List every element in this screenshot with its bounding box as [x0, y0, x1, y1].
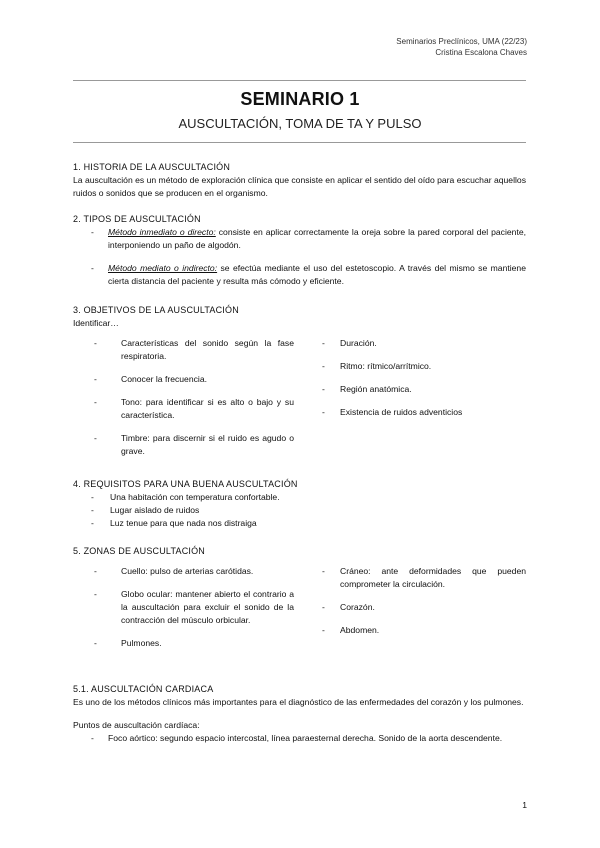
item-text: Características del sonido según la fase respiratoria. [121, 338, 294, 361]
list-item [73, 732, 526, 745]
section-history [73, 161, 526, 200]
section-types [73, 213, 526, 288]
item-text: Foco aórtico: segundo espacio intercostal, línea paraesternal derecha. Sonido de la aorta descendente. [108, 733, 503, 743]
dash-bullet: - [322, 361, 325, 371]
item-text: Ritmo: rítmico/arrítmico. [340, 361, 432, 371]
list-item [322, 360, 526, 373]
list-item [73, 491, 526, 504]
dash-bullet: - [91, 518, 94, 528]
list-item [73, 262, 526, 288]
item-text: Corazón. [340, 602, 375, 612]
section-heading: 5. ZONAS DE AUSCULTACIÓN [73, 546, 205, 556]
dash-bullet: - [91, 227, 94, 237]
page-subtitle: AUSCULTACIÓN, TOMA DE TA Y PULSO [178, 116, 422, 131]
item-text: Timbre: para discernir si el ruido es agudo o grave. [121, 433, 294, 456]
item-text: Una habitación con temperatura confortable. [110, 492, 280, 502]
item-text: Duración. [340, 338, 377, 348]
section-heading: 3. OBJETIVOS DE LA AUSCULTACIÓN [73, 305, 239, 315]
list-item [73, 504, 526, 517]
item-text: Conocer la frecuencia. [121, 374, 207, 384]
dash-bullet: - [94, 433, 97, 443]
dash-bullet: - [94, 338, 97, 348]
points-label: Puntos de auscultación cardíaca: [73, 720, 200, 730]
list-item [94, 337, 294, 363]
item-text: Pulmones. [121, 638, 162, 648]
dash-bullet: - [91, 505, 94, 515]
dash-bullet: - [322, 625, 325, 635]
list-item [94, 565, 294, 578]
zones-right-column [322, 565, 526, 637]
objectives-left-column [94, 337, 294, 458]
list-item [322, 383, 526, 396]
dash-bullet: - [94, 589, 97, 599]
section-paragraph: Es uno de los métodos clínicos más importantes para el diagnóstico de las enfermedades del corazón y los pulmones. [73, 697, 524, 707]
section-intro: Identificar… [73, 318, 119, 328]
item-text: Cuello: pulso de arterias carótidas. [121, 566, 254, 576]
dash-bullet: - [94, 638, 97, 648]
running-header [396, 36, 527, 58]
page-title: SEMINARIO 1 [240, 89, 360, 109]
page-number: 1 [522, 800, 527, 810]
item-text: Abdomen. [340, 625, 380, 635]
dash-bullet: - [322, 407, 325, 417]
dash-bullet: - [94, 397, 97, 407]
list-item [94, 637, 294, 650]
header-course: Seminarios Preclínicos, UMA (22/23) [396, 37, 527, 46]
section-heading: 2. TIPOS DE AUSCULTACIÓN [73, 214, 201, 224]
section-zones [73, 545, 526, 558]
title-divider [73, 142, 526, 143]
dash-bullet: - [322, 338, 325, 348]
section-cardiac [73, 683, 526, 745]
list-item [322, 565, 526, 591]
list-item [94, 396, 294, 422]
item-text: Región anatómica. [340, 384, 412, 394]
list-item [94, 432, 294, 458]
dash-bullet: - [322, 602, 325, 612]
list-item [94, 373, 294, 386]
item-text: Cráneo: ante deformidades que pueden comprometer la circulación. [340, 566, 526, 589]
section-requirements [73, 478, 526, 530]
objectives-right-column [322, 337, 526, 419]
term-label: Método mediato o indirecto: [108, 263, 218, 273]
list-item [322, 406, 526, 419]
dash-bullet: - [322, 566, 325, 576]
section-paragraph: La auscultación es un método de exploración clínica que consiste en aplicar el sentido del oído para escuchar aquellos ruidos o sonidos que se producen en el organismo. [73, 175, 526, 198]
item-text: Lugar aislado de ruidos [110, 505, 200, 515]
term-label: Método inmediato o directo: [108, 227, 216, 237]
zones-left-column [94, 565, 294, 650]
term-description: se efectúa mediante el uso del estetoscopio. A través del mismo se mantiene cierta distancia del paciente y resulta más cómodo y eficiente. [108, 263, 526, 286]
dash-bullet: - [322, 384, 325, 394]
item-text: Luz tenue para que nada nos distraiga [110, 518, 257, 528]
dash-bullet: - [94, 374, 97, 384]
top-divider [73, 80, 526, 81]
list-item [73, 517, 526, 530]
dash-bullet: - [91, 733, 94, 743]
item-text: Existencia de ruidos adventicios [340, 407, 463, 417]
list-item [322, 624, 526, 637]
list-item [322, 601, 526, 614]
dash-bullet: - [94, 566, 97, 576]
term-description: consiste en aplicar correctamente la oreja sobre la pared corporal del paciente, interponiendo un paño de algodón. [108, 227, 526, 250]
list-item [73, 226, 526, 252]
dash-bullet: - [91, 263, 94, 273]
header-author: Cristina Escalona Chaves [435, 48, 527, 57]
item-text: Globo ocular: mantener abierto el contrario a la auscultación para excluir el sonido de la contracción del músculo orbicular. [121, 589, 294, 625]
item-text: Tono: para identificar si es alto o bajo y su característica. [121, 397, 294, 420]
section-heading: 4. REQUISITOS PARA UNA BUENA AUSCULTACIÓN [73, 479, 298, 489]
dash-bullet: - [91, 492, 94, 502]
section-objectives [73, 304, 526, 330]
section-heading: 1. HISTORIA DE LA AUSCULTACIÓN [73, 162, 231, 172]
section-heading: 5.1. AUSCULTACIÓN CARDIACA [73, 684, 214, 694]
list-item [94, 588, 294, 627]
list-item [322, 337, 526, 350]
